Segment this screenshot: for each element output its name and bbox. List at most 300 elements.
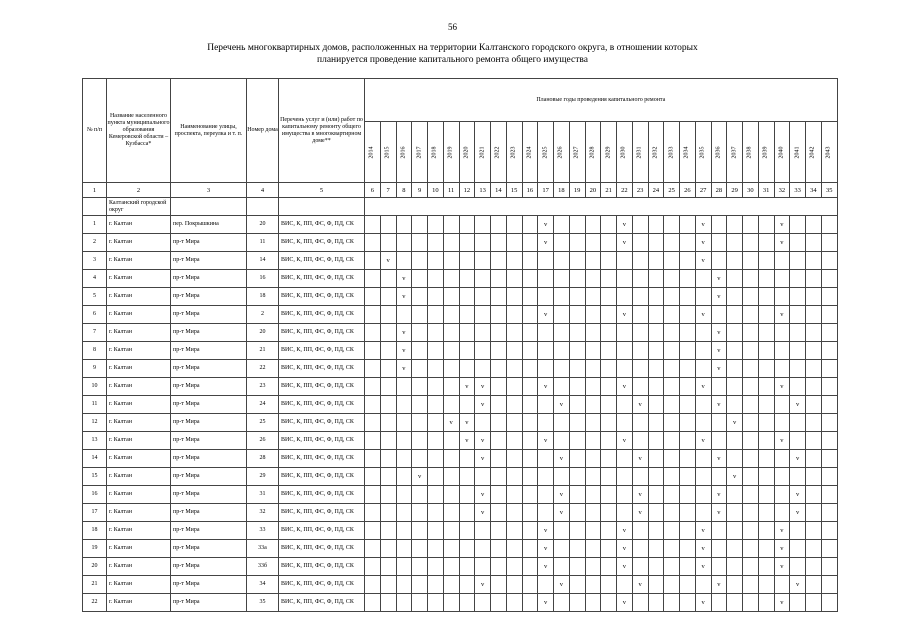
year-cell-2038 — [743, 468, 759, 486]
year-cell-2029 — [601, 378, 617, 396]
year-cell-2033 — [664, 234, 680, 252]
row-num: 12 — [83, 414, 107, 432]
year-cell-2038 — [743, 450, 759, 468]
year-mark-2016: v — [396, 288, 412, 306]
year-cell-2032 — [648, 378, 664, 396]
year-label: 2015 — [384, 146, 391, 158]
table-row — [83, 468, 838, 486]
year-cell-2020 — [459, 252, 475, 270]
year-label: 2030 — [620, 146, 627, 158]
year-cell-2016 — [396, 486, 412, 504]
location-empty-cell — [247, 198, 279, 216]
services-cell: ВИС, К, ПП, ФС, Ф, ПД, СК — [279, 486, 365, 504]
year-mark-2030: v — [617, 306, 633, 324]
year-cell-2028 — [585, 432, 601, 450]
year-cell-2043 — [821, 324, 837, 342]
year-cell-2014 — [365, 360, 381, 378]
street-cell: пр-т Мира — [171, 396, 247, 414]
column-number: 7 — [380, 183, 396, 198]
year-cell-2026 — [554, 540, 570, 558]
year-cell-2037 — [727, 486, 743, 504]
year-cell-2021 — [475, 216, 491, 234]
year-mark-2035: v — [695, 252, 711, 270]
year-cell-2034 — [680, 504, 696, 522]
year-cell-2016 — [396, 234, 412, 252]
services-cell: ВИС, К, ПП, ФС, Ф, ПД, СК — [279, 468, 365, 486]
year-cell-2031 — [632, 522, 648, 540]
year-cell-2014 — [365, 432, 381, 450]
year-cell-2034 — [680, 360, 696, 378]
year-cell-2022 — [491, 378, 507, 396]
year-cell-2019 — [443, 468, 459, 486]
year-label: 2022 — [494, 146, 501, 158]
year-cell-2038 — [743, 324, 759, 342]
year-cell-2024 — [522, 270, 538, 288]
column-number: 33 — [790, 183, 806, 198]
year-cell-2031 — [632, 342, 648, 360]
year-cell-2037 — [727, 576, 743, 594]
year-cell-2018 — [428, 540, 444, 558]
row-num: 9 — [83, 360, 107, 378]
year-cell-2021 — [475, 468, 491, 486]
year-cell-2032 — [648, 306, 664, 324]
year-cell-2034 — [680, 450, 696, 468]
table-row — [83, 522, 838, 540]
year-mark-2021: v — [475, 450, 491, 468]
year-cell-2023 — [506, 234, 522, 252]
year-cell-2018 — [428, 558, 444, 576]
year-cell-2015 — [380, 324, 396, 342]
street-cell: пр-т Мира — [171, 504, 247, 522]
year-cell-2036 — [711, 540, 727, 558]
settlement-cell: г. Калтан — [107, 540, 171, 558]
year-cell-2034 — [680, 594, 696, 612]
year-cell-2024 — [522, 342, 538, 360]
year-cell-2017 — [412, 576, 428, 594]
year-cell-2031 — [632, 540, 648, 558]
year-cell-2020 — [459, 522, 475, 540]
services-cell: ВИС, К, ПП, ФС, Ф, ПД, СК — [279, 288, 365, 306]
year-cell-2039 — [758, 558, 774, 576]
year-cell-2015 — [380, 396, 396, 414]
year-cell-2028 — [585, 486, 601, 504]
year-cell-2027 — [569, 504, 585, 522]
house-number-cell: 32 — [247, 504, 279, 522]
services-cell: ВИС, К, ПП, ФС, Ф, ПД, СК — [279, 324, 365, 342]
year-cell-2022 — [491, 288, 507, 306]
year-cell-2039 — [758, 414, 774, 432]
year-cell-2023 — [506, 252, 522, 270]
street-cell: пр-т Мира — [171, 576, 247, 594]
services-cell: ВИС, К, ПП, ФС, Ф, ПД, СК — [279, 450, 365, 468]
year-cell-2043 — [821, 558, 837, 576]
year-cell-2043 — [821, 378, 837, 396]
settlement-cell: г. Калтан — [107, 342, 171, 360]
year-mark-2031: v — [632, 396, 648, 414]
year-cell-2042 — [806, 432, 822, 450]
year-cell-2042 — [806, 234, 822, 252]
year-mark-2035: v — [695, 522, 711, 540]
column-number: 14 — [491, 183, 507, 198]
settlement-cell: г. Калтан — [107, 360, 171, 378]
year-cell-2041 — [790, 234, 806, 252]
year-label: 2037 — [731, 146, 738, 158]
year-mark-2040: v — [774, 378, 790, 396]
settlement-cell: г. Калтан — [107, 468, 171, 486]
year-cell-2023 — [506, 576, 522, 594]
year-mark-2036: v — [711, 270, 727, 288]
year-cell-2039 — [758, 234, 774, 252]
year-cell-2027 — [569, 594, 585, 612]
house-number-cell: 33 — [247, 522, 279, 540]
year-cell-2015 — [380, 414, 396, 432]
services-cell: ВИС, К, ПП, ФС, Ф, ПД, СК — [279, 396, 365, 414]
street-cell: пер. Покрышкина — [171, 216, 247, 234]
year-cell-2023 — [506, 396, 522, 414]
year-header-2016 — [396, 122, 412, 183]
year-mark-2021: v — [475, 486, 491, 504]
settlement-cell: г. Калтан — [107, 576, 171, 594]
year-cell-2035 — [695, 324, 711, 342]
year-cell-2030 — [617, 324, 633, 342]
year-cell-2041 — [790, 324, 806, 342]
header-num: № п/п — [83, 79, 107, 183]
year-cell-2021 — [475, 270, 491, 288]
year-cell-2041 — [790, 288, 806, 306]
year-cell-2032 — [648, 450, 664, 468]
year-mark-2037: v — [727, 414, 743, 432]
year-label: 2031 — [636, 146, 643, 158]
year-cell-2040 — [774, 324, 790, 342]
row-num: 19 — [83, 540, 107, 558]
year-cell-2039 — [758, 378, 774, 396]
year-cell-2029 — [601, 558, 617, 576]
year-cell-2029 — [601, 504, 617, 522]
year-cell-2038 — [743, 576, 759, 594]
year-cell-2017 — [412, 486, 428, 504]
year-cell-2019 — [443, 504, 459, 522]
year-mark-2035: v — [695, 234, 711, 252]
year-mark-2020: v — [459, 414, 475, 432]
year-cell-2018 — [428, 342, 444, 360]
settlement-cell: г. Калтан — [107, 414, 171, 432]
year-mark-2035: v — [695, 594, 711, 612]
year-cell-2033 — [664, 432, 680, 450]
year-cell-2017 — [412, 504, 428, 522]
year-cell-2040 — [774, 450, 790, 468]
year-cell-2032 — [648, 522, 664, 540]
column-number: 32 — [774, 183, 790, 198]
year-mark-2041: v — [790, 486, 806, 504]
repair-schedule-table — [82, 78, 838, 612]
year-cell-2042 — [806, 486, 822, 504]
year-cell-2019 — [443, 540, 459, 558]
year-cell-2037 — [727, 450, 743, 468]
year-cell-2014 — [365, 486, 381, 504]
year-cell-2017 — [412, 540, 428, 558]
year-cell-2030 — [617, 450, 633, 468]
year-cell-2028 — [585, 342, 601, 360]
year-cell-2035 — [695, 450, 711, 468]
year-cell-2020 — [459, 342, 475, 360]
year-mark-2036: v — [711, 486, 727, 504]
year-cell-2031 — [632, 594, 648, 612]
table-row — [83, 558, 838, 576]
header-row — [83, 79, 838, 122]
year-cell-2040 — [774, 576, 790, 594]
column-number: 21 — [601, 183, 617, 198]
year-cell-2019 — [443, 576, 459, 594]
year-cell-2042 — [806, 468, 822, 486]
year-cell-2017 — [412, 522, 428, 540]
year-cell-2015 — [380, 432, 396, 450]
year-cell-2023 — [506, 360, 522, 378]
row-num: 7 — [83, 324, 107, 342]
year-cell-2014 — [365, 450, 381, 468]
year-cell-2015 — [380, 450, 396, 468]
year-cell-2039 — [758, 432, 774, 450]
year-cell-2031 — [632, 378, 648, 396]
year-cell-2025 — [538, 396, 554, 414]
year-mark-2030: v — [617, 540, 633, 558]
column-number: 4 — [247, 183, 279, 198]
year-cell-2014 — [365, 234, 381, 252]
year-label: 2035 — [699, 146, 706, 158]
year-cell-2033 — [664, 540, 680, 558]
year-cell-2042 — [806, 270, 822, 288]
year-cell-2032 — [648, 216, 664, 234]
year-header-2034 — [680, 122, 696, 183]
year-cell-2038 — [743, 288, 759, 306]
row-num: 20 — [83, 558, 107, 576]
year-header-2027 — [569, 122, 585, 183]
year-cell-2025 — [538, 450, 554, 468]
column-number: 23 — [632, 183, 648, 198]
house-number-cell: 23 — [247, 378, 279, 396]
year-cell-2027 — [569, 270, 585, 288]
year-cell-2020 — [459, 306, 475, 324]
year-cell-2026 — [554, 594, 570, 612]
year-mark-2030: v — [617, 234, 633, 252]
year-cell-2023 — [506, 216, 522, 234]
year-cell-2014 — [365, 252, 381, 270]
year-cell-2024 — [522, 522, 538, 540]
year-cell-2038 — [743, 522, 759, 540]
street-cell: пр-т Мира — [171, 270, 247, 288]
year-cell-2023 — [506, 594, 522, 612]
year-cell-2022 — [491, 540, 507, 558]
year-cell-2036 — [711, 522, 727, 540]
year-cell-2025 — [538, 342, 554, 360]
year-cell-2032 — [648, 234, 664, 252]
year-label: 2040 — [778, 146, 785, 158]
year-cell-2034 — [680, 306, 696, 324]
services-cell: ВИС, К, ПП, ФС, Ф, ПД, СК — [279, 594, 365, 612]
year-cell-2022 — [491, 594, 507, 612]
year-cell-2036 — [711, 252, 727, 270]
year-cell-2019 — [443, 522, 459, 540]
year-cell-2041 — [790, 342, 806, 360]
year-mark-2016: v — [396, 324, 412, 342]
year-mark-2026: v — [554, 486, 570, 504]
year-cell-2029 — [601, 216, 617, 234]
year-cell-2017 — [412, 324, 428, 342]
year-cell-2028 — [585, 414, 601, 432]
year-cell-2032 — [648, 540, 664, 558]
year-cell-2043 — [821, 432, 837, 450]
year-cell-2027 — [569, 342, 585, 360]
table-row — [83, 396, 838, 414]
services-cell: ВИС, К, ПП, ФС, Ф, ПД, СК — [279, 522, 365, 540]
year-cell-2042 — [806, 504, 822, 522]
year-cell-2028 — [585, 468, 601, 486]
year-cell-2022 — [491, 306, 507, 324]
year-cell-2028 — [585, 306, 601, 324]
year-cell-2019 — [443, 594, 459, 612]
year-cell-2023 — [506, 558, 522, 576]
year-mark-2026: v — [554, 576, 570, 594]
year-cell-2032 — [648, 594, 664, 612]
year-cell-2022 — [491, 234, 507, 252]
row-num: 10 — [83, 378, 107, 396]
year-cell-2025 — [538, 504, 554, 522]
year-cell-2042 — [806, 540, 822, 558]
year-cell-2015 — [380, 270, 396, 288]
year-cell-2018 — [428, 288, 444, 306]
year-cell-2023 — [506, 540, 522, 558]
street-cell: пр-т Мира — [171, 360, 247, 378]
services-cell: ВИС, К, ПП, ФС, Ф, ПД, СК — [279, 342, 365, 360]
year-mark-2036: v — [711, 396, 727, 414]
year-cell-2042 — [806, 360, 822, 378]
column-number: 27 — [695, 183, 711, 198]
year-header-2017 — [412, 122, 428, 183]
year-cell-2023 — [506, 270, 522, 288]
year-cell-2032 — [648, 288, 664, 306]
year-cell-2031 — [632, 270, 648, 288]
location-num-cell — [83, 198, 107, 216]
year-cell-2043 — [821, 234, 837, 252]
year-cell-2043 — [821, 306, 837, 324]
year-cell-2039 — [758, 504, 774, 522]
year-cell-2033 — [664, 414, 680, 432]
house-number-cell: 33б — [247, 558, 279, 576]
year-label: 2021 — [479, 146, 486, 158]
year-cell-2027 — [569, 324, 585, 342]
year-cell-2033 — [664, 450, 680, 468]
column-number: 13 — [475, 183, 491, 198]
year-cell-2034 — [680, 468, 696, 486]
year-cell-2017 — [412, 216, 428, 234]
year-cell-2028 — [585, 396, 601, 414]
table-row — [83, 486, 838, 504]
year-header-2029 — [601, 122, 617, 183]
year-cell-2042 — [806, 378, 822, 396]
year-cell-2039 — [758, 468, 774, 486]
year-cell-2022 — [491, 396, 507, 414]
settlement-cell: г. Калтан — [107, 504, 171, 522]
year-cell-2043 — [821, 252, 837, 270]
year-cell-2033 — [664, 396, 680, 414]
year-cell-2014 — [365, 540, 381, 558]
year-cell-2026 — [554, 558, 570, 576]
page-number: 56 — [448, 22, 457, 32]
year-cell-2025 — [538, 360, 554, 378]
year-cell-2031 — [632, 432, 648, 450]
year-cell-2039 — [758, 594, 774, 612]
year-mark-2030: v — [617, 594, 633, 612]
year-cell-2032 — [648, 324, 664, 342]
year-cell-2038 — [743, 594, 759, 612]
year-cell-2037 — [727, 360, 743, 378]
year-cell-2020 — [459, 558, 475, 576]
year-cell-2020 — [459, 288, 475, 306]
year-cell-2039 — [758, 450, 774, 468]
year-cell-2028 — [585, 378, 601, 396]
year-header-2032 — [648, 122, 664, 183]
year-cell-2038 — [743, 414, 759, 432]
year-cell-2023 — [506, 432, 522, 450]
table-row — [83, 360, 838, 378]
year-cell-2017 — [412, 594, 428, 612]
column-number: 30 — [743, 183, 759, 198]
row-num: 4 — [83, 270, 107, 288]
year-cell-2014 — [365, 558, 381, 576]
year-mark-2035: v — [695, 558, 711, 576]
services-cell: ВИС, К, ПП, ФС, Ф, ПД, СК — [279, 504, 365, 522]
year-cell-2019 — [443, 486, 459, 504]
year-cell-2022 — [491, 216, 507, 234]
year-cell-2016 — [396, 504, 412, 522]
year-label: 2026 — [557, 146, 564, 158]
street-cell: пр-т Мира — [171, 324, 247, 342]
year-cell-2033 — [664, 522, 680, 540]
year-cell-2031 — [632, 234, 648, 252]
year-cell-2035 — [695, 360, 711, 378]
year-cell-2031 — [632, 558, 648, 576]
year-cell-2040 — [774, 270, 790, 288]
settlement-cell: г. Калтан — [107, 270, 171, 288]
year-cell-2017 — [412, 414, 428, 432]
year-cell-2041 — [790, 252, 806, 270]
year-cell-2035 — [695, 486, 711, 504]
year-cell-2039 — [758, 486, 774, 504]
year-cell-2030 — [617, 468, 633, 486]
year-label: 2029 — [605, 146, 612, 158]
year-cell-2034 — [680, 432, 696, 450]
year-cell-2017 — [412, 450, 428, 468]
year-cell-2032 — [648, 468, 664, 486]
settlement-cell: г. Калтан — [107, 378, 171, 396]
year-cell-2025 — [538, 468, 554, 486]
year-cell-2026 — [554, 378, 570, 396]
year-cell-2016 — [396, 306, 412, 324]
table-row — [83, 378, 838, 396]
services-cell: ВИС, К, ПП, ФС, Ф, ПД, СК — [279, 252, 365, 270]
year-cell-2026 — [554, 522, 570, 540]
year-label: 2016 — [400, 146, 407, 158]
year-cell-2029 — [601, 576, 617, 594]
column-number: 3 — [171, 183, 247, 198]
year-cell-2037 — [727, 270, 743, 288]
year-cell-2041 — [790, 360, 806, 378]
year-mark-2031: v — [632, 576, 648, 594]
year-cell-2017 — [412, 360, 428, 378]
year-cell-2032 — [648, 396, 664, 414]
year-cell-2033 — [664, 468, 680, 486]
year-cell-2019 — [443, 270, 459, 288]
year-cell-2041 — [790, 414, 806, 432]
